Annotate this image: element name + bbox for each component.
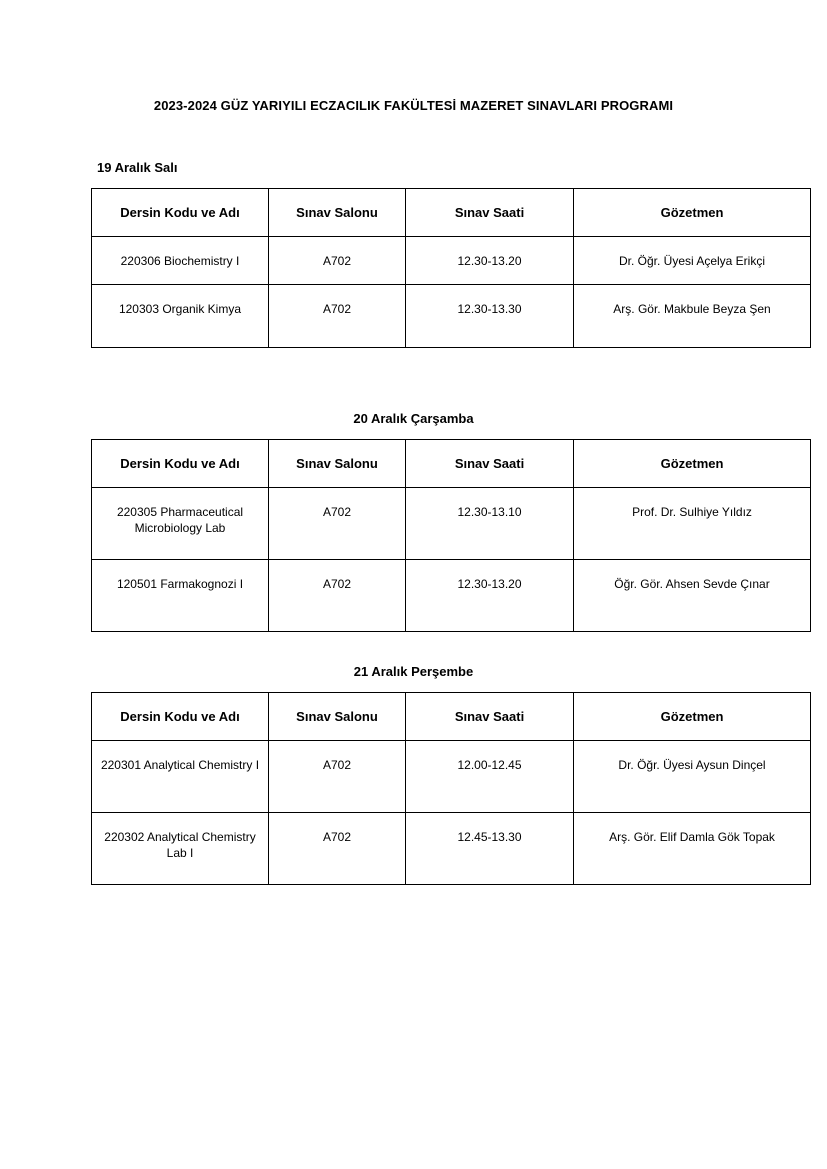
- proctor-cell: Dr. Öğr. Üyesi Aysun Dinçel: [574, 741, 811, 813]
- day-heading: 20 Aralık Çarşamba: [353, 411, 474, 426]
- table-row: [92, 488, 811, 560]
- header-room: Sınav Salonu: [269, 189, 406, 237]
- proctor-cell: Arş. Gör. Elif Damla Gök Topak: [574, 813, 811, 885]
- table-row: [92, 741, 811, 813]
- proctor-cell: Arş. Gör. Makbule Beyza Şen: [574, 285, 811, 348]
- room-cell: A702: [269, 237, 406, 285]
- time-cell: 12.30-13.30: [406, 285, 574, 348]
- header-proctor: Gözetmen: [574, 693, 811, 741]
- header-room: Sınav Salonu: [269, 693, 406, 741]
- header-course: Dersin Kodu ve Adı: [92, 440, 269, 488]
- course-cell: 220302 Analytical Chemistry Lab I: [92, 813, 269, 885]
- course-cell: 220306 Biochemistry I: [92, 237, 269, 285]
- table-header-row: [92, 440, 811, 488]
- room-cell: A702: [269, 741, 406, 813]
- table-row: [92, 285, 811, 348]
- schedule-table: [91, 188, 811, 348]
- time-cell: 12.30-13.20: [406, 237, 574, 285]
- header-proctor: Gözetmen: [574, 440, 811, 488]
- table-header-row: [92, 189, 811, 237]
- day-heading: 21 Aralık Perşembe: [353, 664, 474, 679]
- time-cell: 12.45-13.30: [406, 813, 574, 885]
- day-heading: 19 Aralık Salı: [97, 160, 178, 175]
- header-course: Dersin Kodu ve Adı: [92, 189, 269, 237]
- header-room: Sınav Salonu: [269, 440, 406, 488]
- room-cell: A702: [269, 285, 406, 348]
- time-cell: 12.30-13.20: [406, 560, 574, 632]
- proctor-cell: Öğr. Gör. Ahsen Sevde Çınar: [574, 560, 811, 632]
- time-cell: 12.00-12.45: [406, 741, 574, 813]
- schedule-table: [91, 692, 811, 885]
- header-time: Sınav Saati: [406, 440, 574, 488]
- table-header-row: [92, 693, 811, 741]
- header-time: Sınav Saati: [406, 693, 574, 741]
- course-cell: 120501 Farmakognozi I: [92, 560, 269, 632]
- header-proctor: Gözetmen: [574, 189, 811, 237]
- time-cell: 12.30-13.10: [406, 488, 574, 560]
- room-cell: A702: [269, 813, 406, 885]
- header-course: Dersin Kodu ve Adı: [92, 693, 269, 741]
- room-cell: A702: [269, 488, 406, 560]
- schedule-table: [91, 439, 811, 632]
- course-cell: 220301 Analytical Chemistry I: [92, 741, 269, 813]
- header-time: Sınav Saati: [406, 189, 574, 237]
- course-cell: 120303 Organik Kimya: [92, 285, 269, 348]
- proctor-cell: Dr. Öğr. Üyesi Açelya Erikçi: [574, 237, 811, 285]
- page-title: 2023-2024 GÜZ YARIYILI ECZACILIK FAKÜLTESİ MAZERET SINAVLARI PROGRAMI: [153, 98, 674, 113]
- proctor-cell: Prof. Dr. Sulhiye Yıldız: [574, 488, 811, 560]
- table-row: [92, 237, 811, 285]
- table-row: [92, 813, 811, 885]
- room-cell: A702: [269, 560, 406, 632]
- course-cell: 220305 Pharmaceutical Microbiology Lab: [92, 488, 269, 560]
- table-row: [92, 560, 811, 632]
